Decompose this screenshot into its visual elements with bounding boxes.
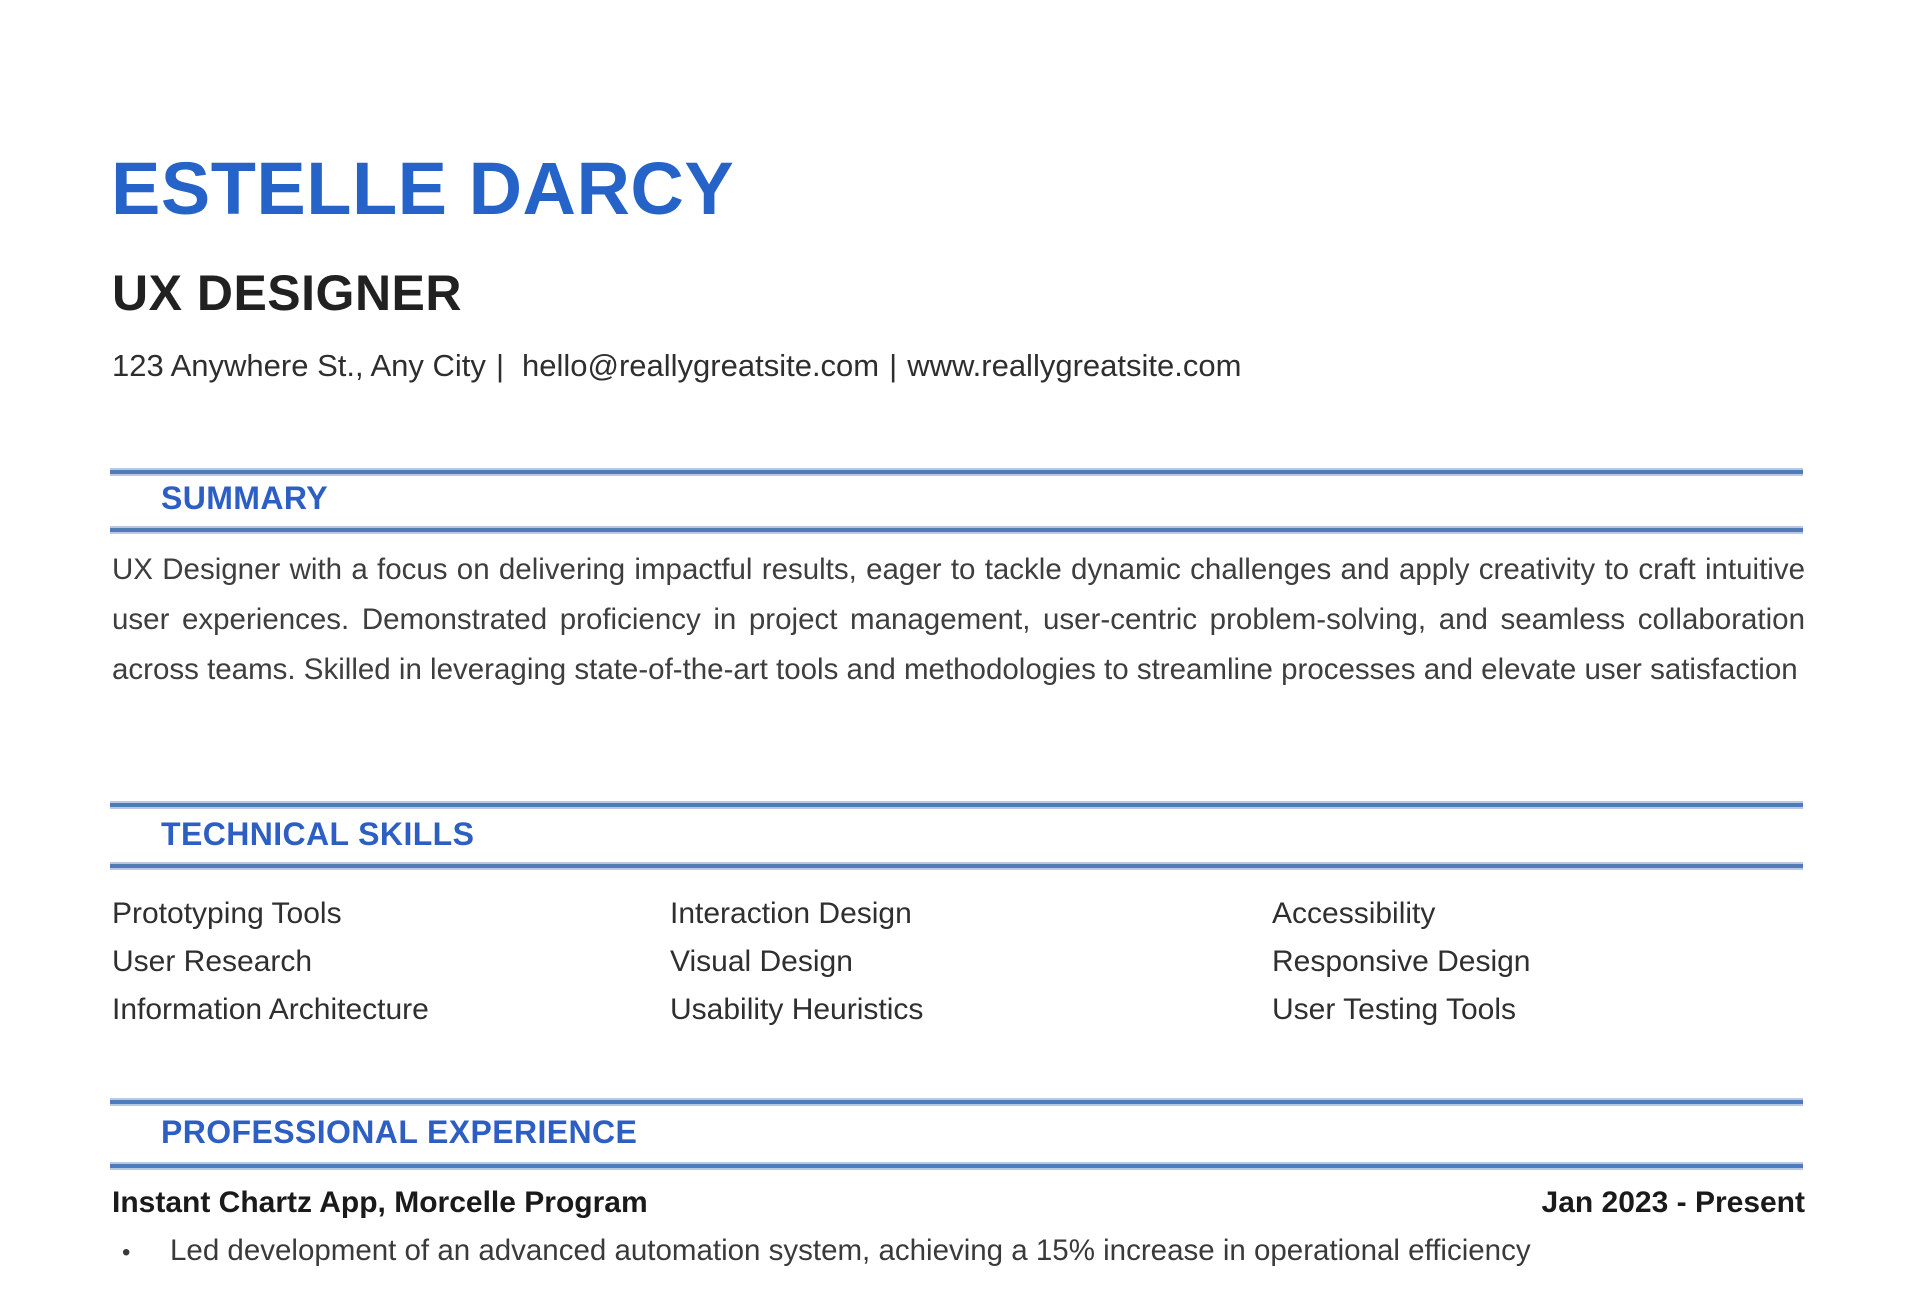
summary-rule-bottom	[110, 528, 1803, 532]
skill-item: User Research	[112, 945, 313, 978]
experience-bullet	[122, 1226, 1572, 1278]
bullet-marker: •	[122, 1239, 131, 1266]
person-job-title: UX DESIGNER	[112, 265, 463, 321]
skill-item: User Testing Tools	[1272, 993, 1517, 1026]
contact-address: 123 Anywhere St., Any City	[112, 348, 486, 383]
skills-section-heading: TECHNICAL SKILLS	[161, 816, 475, 852]
skill-item: Visual Design	[670, 945, 853, 978]
skill-item: Usability Heuristics	[670, 993, 924, 1026]
skill-item: Information Architecture	[112, 993, 429, 1026]
skills-column-2	[670, 890, 1272, 1034]
summary-rule-top	[110, 470, 1803, 474]
contact-email: hello@reallygreatsite.com	[522, 348, 880, 383]
contact-line	[112, 346, 1241, 386]
experience-employer: Instant Chartz App, Morcelle Program	[112, 1186, 648, 1219]
skill-item: Prototyping Tools	[112, 897, 342, 930]
skills-rule-top	[110, 803, 1803, 807]
skills-column-1	[112, 890, 670, 1034]
experience-section-heading: PROFESSIONAL EXPERIENCE	[161, 1114, 638, 1150]
experience-bullet-list	[122, 1226, 1572, 1278]
skill-item: Interaction Design	[670, 897, 912, 930]
summary-section-heading: SUMMARY	[161, 480, 328, 516]
bullet-text: Led development of an advanced automation system, achieving a 15% increase in operational efficiency	[170, 1234, 1531, 1267]
skills-grid	[112, 890, 1805, 1034]
experience-rule-bottom	[110, 1164, 1803, 1168]
experience-rule-top	[110, 1100, 1803, 1104]
experience-dates: Jan 2023 - Present	[1541, 1186, 1805, 1219]
skills-column-3	[1272, 890, 1805, 1034]
person-name: ESTELLE DARCY	[111, 147, 735, 230]
skill-item: Accessibility	[1272, 897, 1436, 930]
contact-divider: |	[889, 348, 898, 383]
contact-divider: |	[495, 348, 504, 383]
contact-website: www.reallygreatsite.com	[907, 348, 1242, 383]
skill-item: Responsive Design	[1272, 945, 1531, 978]
skills-rule-bottom	[110, 864, 1803, 868]
experience-entry-header	[112, 1186, 1805, 1220]
summary-paragraph: UX Designer with a focus on delivering impactful results, eager to tackle dynamic challenges and apply creativity to craft intuitive user experiences. Demonstrated proficiency in project management, user-centric problem-solving, and seamless collaboration across teams. Skilled in leveraging state-of-the-art tools and methodologies to streamline processes and elevate user satisfaction	[112, 553, 1805, 686]
